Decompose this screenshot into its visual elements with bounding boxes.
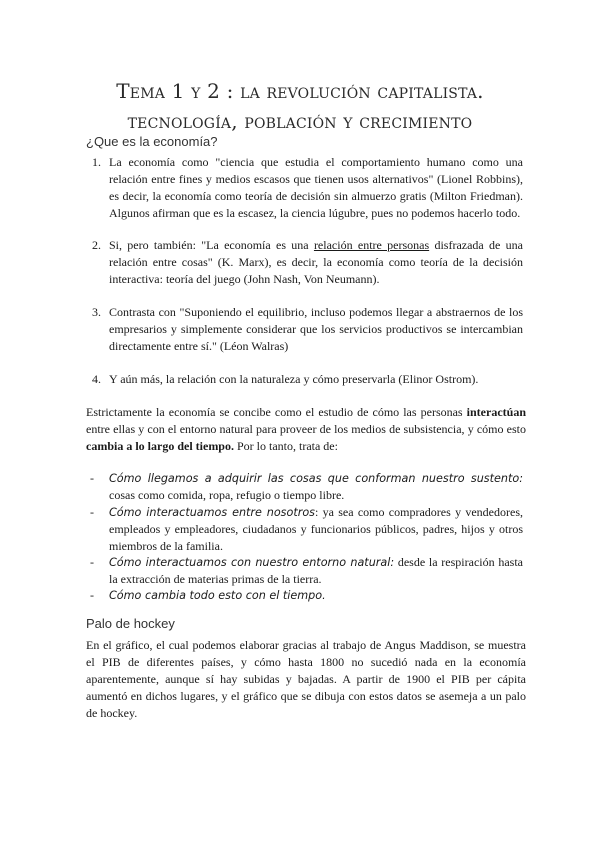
list-item-text-part: disfrazada de una relación entre cosas" (K. Marx), es decir, la economía como teoría de la decisión interactiva: teoría del juego (John Nash, Von Neumann). [109,238,524,286]
italic-phrase: Cómo interactuamos entre nosotros [109,506,316,519]
bold-phrase: interactúan [466,405,526,419]
bold-phrase: cambia a lo largo del tiempo. [86,439,234,453]
dash-marker: - [90,471,94,485]
underlined-phrase: relación entre personas [313,238,430,252]
dash-marker: - [90,505,94,519]
list-item-text: La economía como "ciencia que estudia el comportamiento humano como una relación entre fines y medios escasos que tienen usos alternativos" (Lionel Robbins), es decir, la economía como teoría de decisión sin almuerzo gratis (Milton Friedman). Algunos afirman que es la escasez, la ciencia lúgubre, pues no podemos hacerlo todo. [109,155,523,220]
definition-paragraph [86,404,526,455]
list-number: 2. [92,238,101,252]
list-number: 1. [92,155,101,169]
list-number: 3. [92,305,101,319]
dash-item-text [109,554,523,588]
list-item-text [109,237,523,288]
italic-phrase: Cómo llegamos a adquirir las cosas que conforman nuestro sustento: [109,472,523,485]
list-number: 4. [92,372,101,386]
italic-phrase: Cómo interactuamos con nuestro entorno natural: [109,556,395,569]
section-heading-economia: ¿Que es la economía? [86,134,218,149]
list-item-text-part: Si, pero también: "La economía es una [109,238,314,252]
section-heading-palo-de-hockey: Palo de hockey [86,616,175,631]
hockey-paragraph: En el gráfico, el cual podemos elaborar gracias al trabajo de Angus Maddison, se muestra el PIB de diferentes países, y cómo hasta 1800 no sucedió nada en la economía aparentemente, aunque sí hay subidas y bajadas. A partir de 1900 el PIB per cápita aumentó en dichos lugares, y el gráfico que se dibuja con estos datos se asemeja a un palo de hockey. [86,638,526,720]
page-title: Tema 1 y 2 : la revolución capitalista. tecnología, población y crecimiento [116,79,484,133]
dash-item-rest: cosas como comida, ropa, refugio o tiempo libre. [109,488,345,502]
italic-phrase: Cómo cambia todo esto con el tiempo. [109,589,326,602]
dash-item-text [109,470,523,504]
dash-item-rest: : ya sea como compradores y vendedores, empleados y empleadores, ciudadanos y funcionarios públicos, padres, hijos y otros miembros de la familia. [109,505,523,553]
dash-item-rest: desde la respiración hasta la extracción de materias primas de la tierra. [109,555,523,586]
paragraph-text: entre ellas y con el entorno natural para proveer de los medios de subsistencia, y cómo esto [86,422,526,436]
list-item-text: Contrasta con "Suponiendo el equilibrio, incluso podemos llegar a abstraernos de los empresarios y simplemente considerar que los servicios productivos se intercambian directamente entre sí." (Léon Walras) [109,305,523,353]
paragraph-text: Estrictamente la economía se concibe como el estudio de cómo las personas [86,405,467,419]
dash-item-text [109,587,523,604]
dash-item-text [109,504,523,555]
dash-marker: - [90,588,94,602]
dash-marker: - [90,555,94,569]
paragraph-text: Por lo tanto, trata de: [233,439,338,453]
list-item-text: Y aún más, la relación con la naturaleza y cómo preservarla (Elinor Ostrom). [109,372,479,386]
